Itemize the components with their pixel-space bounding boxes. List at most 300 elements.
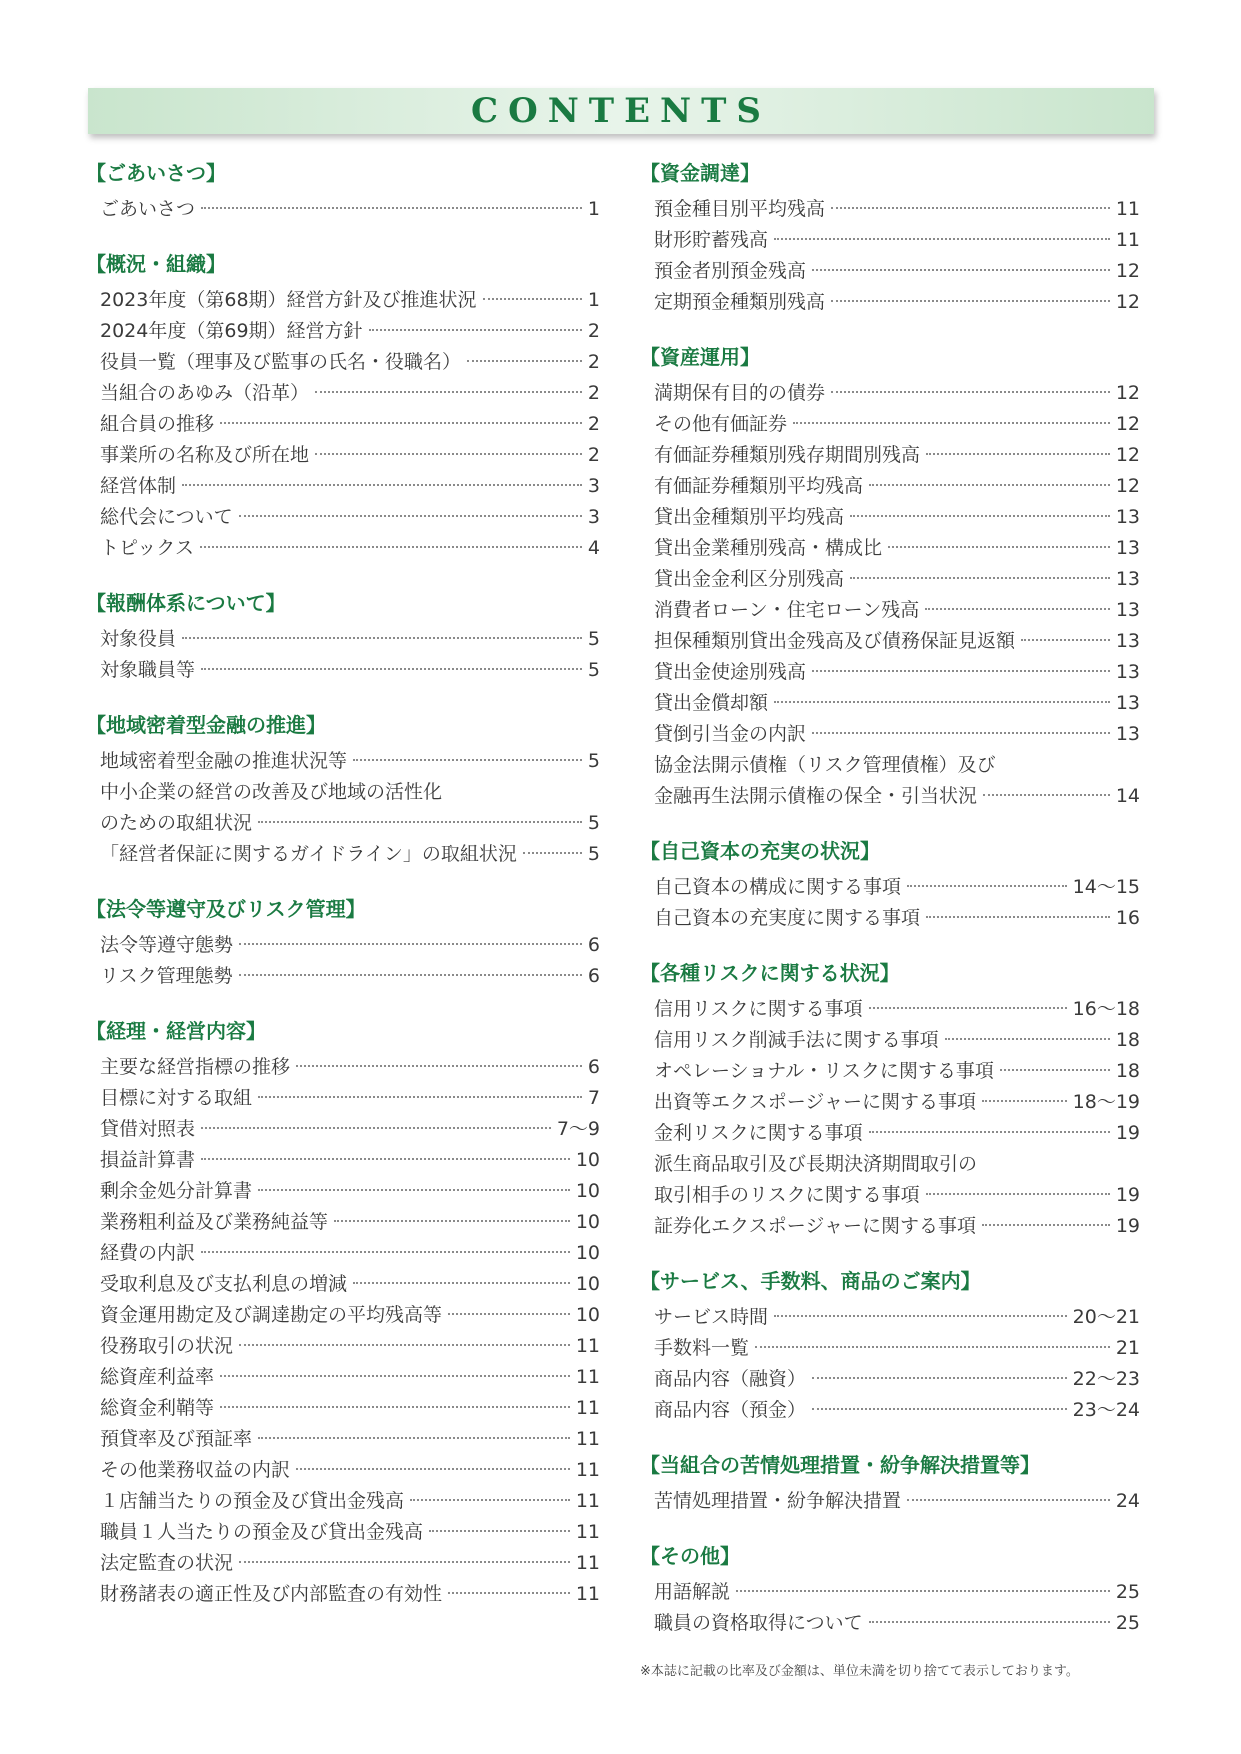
toc-entry[interactable] [86, 930, 600, 961]
toc-entry-label: 総資金利鞘等 [100, 1397, 215, 1419]
toc-entry[interactable] [640, 533, 1140, 564]
dot-leader [220, 422, 582, 424]
dot-leader [869, 1621, 1110, 1623]
toc-entry-label: 商品内容（預金） [654, 1399, 807, 1421]
toc-entry-label: 財務諸表の適正性及び内部監査の有効性 [100, 1583, 443, 1605]
toc-entry[interactable] [640, 750, 1140, 781]
toc-entry-label: 主要な経営指標の推移 [100, 1056, 291, 1078]
toc-entry-page: 13 [1115, 723, 1140, 745]
toc-entry-page: 11 [575, 1459, 600, 1481]
toc-entry[interactable] [86, 347, 600, 378]
toc-entry-label: 役員一覧（理事及び監事の氏名・役職名） [100, 351, 462, 373]
toc-entry[interactable] [640, 1364, 1140, 1395]
toc-entry[interactable] [86, 1331, 600, 1362]
toc-entry-page: 11 [575, 1428, 600, 1450]
toc-entry[interactable] [86, 533, 600, 564]
toc-section [640, 1543, 1140, 1639]
toc-entry-label: 派生商品取引及び長期決済期間取引の [654, 1153, 978, 1175]
toc-entry-label: 貸倒引当金の内訳 [654, 723, 807, 745]
toc-section [640, 1268, 1140, 1426]
section-title: 【資金調達】 [640, 161, 760, 185]
toc-entry-page: 25 [1115, 1581, 1140, 1603]
dot-leader [220, 1406, 570, 1408]
dot-leader [239, 1344, 570, 1346]
toc-entry[interactable] [86, 1269, 600, 1300]
toc-entry-page: 2 [587, 351, 600, 373]
toc-entry-page: 11 [575, 1490, 600, 1512]
dot-leader [926, 1193, 1110, 1195]
section-title: 【自己資本の充実の状況】 [640, 839, 880, 863]
toc-entry-label: サービス時間 [654, 1306, 769, 1328]
toc-entry-page: 11 [575, 1397, 600, 1419]
toc-entry-page: 10 [575, 1211, 600, 1233]
toc-entry-page: 5 [587, 628, 600, 650]
toc-entry-label: 受取利息及び支払利息の増減 [100, 1273, 348, 1295]
toc-entry-page: 5 [587, 812, 600, 834]
dot-leader [258, 1096, 582, 1098]
dot-leader [258, 1437, 570, 1439]
toc-entry[interactable] [640, 903, 1140, 934]
toc-entry-label: 地域密着型金融の推進状況等 [100, 750, 348, 772]
toc-entry[interactable] [86, 378, 600, 409]
toc-entry-label: 満期保有目的の債券 [654, 382, 826, 404]
toc-entry-label: 対象職員等 [100, 659, 196, 681]
toc-entry[interactable] [640, 688, 1140, 719]
toc-entry[interactable] [86, 1579, 600, 1610]
toc-entry-label: 貸出金業種別残高・構成比 [654, 537, 883, 559]
dot-leader [907, 885, 1067, 887]
toc-entry-page: 6 [587, 1056, 600, 1078]
dot-leader [182, 637, 582, 639]
dot-leader [1021, 639, 1110, 641]
toc-entry-page: 24 [1115, 1490, 1140, 1512]
dot-leader [774, 1315, 1067, 1317]
dot-leader [448, 1313, 570, 1315]
toc-entry[interactable] [640, 440, 1140, 471]
toc-entry[interactable] [640, 1486, 1140, 1517]
toc-entry-page: 3 [587, 506, 600, 528]
toc-entry-page: 2 [587, 382, 600, 404]
toc-section [640, 344, 1140, 812]
toc-entry-label: その他有価証券 [654, 413, 788, 435]
toc-entry[interactable] [640, 657, 1140, 688]
toc-entry-page: 16〜18 [1072, 998, 1140, 1020]
contents-banner [88, 88, 1154, 134]
dot-leader [239, 974, 582, 976]
toc-entry-page: 6 [587, 934, 600, 956]
dot-leader [812, 1377, 1067, 1379]
toc-entry-page: 13 [1115, 661, 1140, 683]
toc-entry-page: 10 [575, 1242, 600, 1264]
toc-entry-page: 13 [1115, 506, 1140, 528]
toc-entry[interactable] [86, 1114, 600, 1145]
toc-entry-page: 1 [587, 198, 600, 220]
toc-entry-label: 2023年度（第68期）経営方針及び推進状況 [100, 289, 477, 311]
section-title: 【サービス、手数料、商品のご案内】 [640, 1269, 981, 1293]
toc-entry-label: 苦情処理措置・紛争解決措置 [654, 1490, 902, 1512]
toc-entry-page: 6 [587, 965, 600, 987]
dot-leader [201, 1251, 570, 1253]
toc-entry-label: 職員の資格取得について [654, 1612, 863, 1634]
dot-leader [926, 453, 1110, 455]
toc-entry[interactable] [86, 502, 600, 533]
dot-leader [315, 391, 582, 393]
dot-leader [201, 1127, 551, 1129]
toc-entry-page: 4 [587, 537, 600, 559]
toc-entry[interactable] [86, 1238, 600, 1269]
toc-entry-label: 証券化エクスポージャーに関する事項 [654, 1215, 977, 1237]
toc-entry-label: のための取組状況 [100, 812, 253, 834]
toc-entry[interactable] [640, 409, 1140, 440]
dot-leader [774, 701, 1110, 703]
toc-entry[interactable] [640, 256, 1140, 287]
dot-leader [831, 391, 1110, 393]
dot-leader [869, 484, 1110, 486]
toc-entry-page: 5 [587, 659, 600, 681]
toc-entry[interactable] [86, 1052, 600, 1083]
toc-entry-label: 定期預金種類別残高 [654, 291, 826, 313]
dot-leader [429, 1530, 570, 1532]
toc-entry[interactable] [640, 1087, 1140, 1118]
toc-entry-label: 用語解説 [654, 1581, 731, 1603]
dot-leader [925, 608, 1110, 610]
toc-entry-page: 19 [1115, 1215, 1140, 1237]
dot-leader [182, 484, 582, 486]
section-title: 【各種リスクに関する状況】 [640, 961, 900, 985]
dot-leader [812, 732, 1110, 734]
toc-entry-label: 法令等遵守態勢 [100, 934, 234, 956]
toc-entry-label: 協金法開示債権（リスク管理債権）及び [654, 754, 996, 776]
dot-leader [353, 759, 582, 761]
dot-leader [850, 515, 1110, 517]
toc-entry-label: 当組合のあゆみ（沿革） [100, 382, 310, 404]
toc-entry-label: 商品内容（融資） [654, 1368, 807, 1390]
dot-leader [448, 1592, 570, 1594]
toc-entry[interactable] [86, 409, 600, 440]
toc-entry-label: 剰余金処分計算書 [100, 1180, 253, 1202]
dot-leader [888, 546, 1110, 548]
toc-entry[interactable] [86, 194, 600, 225]
section-title: 【概況・組織】 [86, 252, 226, 276]
toc-entry-page: 23〜24 [1072, 1399, 1140, 1421]
toc-section [640, 960, 1140, 1242]
toc-entry[interactable] [86, 316, 600, 347]
toc-entry-label: 消費者ローン・住宅ローン残高 [654, 599, 920, 621]
toc-entry-label: 財形貯蓄残高 [654, 229, 769, 251]
toc-entry[interactable] [86, 285, 600, 316]
toc-entry-page: 10 [575, 1304, 600, 1326]
toc-entry-page: 14〜15 [1072, 876, 1140, 898]
toc-entry[interactable] [640, 626, 1140, 657]
toc-entry-page: 10 [575, 1180, 600, 1202]
dot-leader [200, 546, 582, 548]
toc-entry-label: 役務取引の状況 [100, 1335, 234, 1357]
toc-section [86, 590, 600, 686]
toc-entry-page: 10 [575, 1273, 600, 1295]
toc-entry[interactable] [640, 564, 1140, 595]
toc-entry[interactable] [640, 1025, 1140, 1056]
toc-entry-label: 貸出金金利区分別残高 [654, 568, 845, 590]
dot-leader [201, 207, 582, 209]
toc-entry[interactable] [640, 1333, 1140, 1364]
toc-entry-page: 13 [1115, 537, 1140, 559]
section-title: 【報酬体系について】 [86, 591, 286, 615]
dot-leader [239, 515, 582, 517]
section-title: 【ごあいさつ】 [86, 161, 226, 185]
toc-entry[interactable] [640, 1149, 1140, 1180]
toc-entry-label: 有価証券種類別残存期間別残高 [654, 444, 921, 466]
toc-entry-page: 2 [587, 320, 600, 342]
toc-entry-page: 19 [1115, 1184, 1140, 1206]
toc-entry-page: 12 [1115, 444, 1140, 466]
dot-leader [296, 1065, 582, 1067]
toc-entry[interactable] [86, 1548, 600, 1579]
toc-entry[interactable] [86, 777, 600, 808]
toc-section [86, 896, 600, 992]
toc-entry-label: 預金種目別平均残高 [654, 198, 826, 220]
toc-entry-page: 16 [1115, 907, 1140, 929]
toc-entry-label: 貸出金償却額 [654, 692, 769, 714]
left-column [86, 160, 600, 1636]
toc-entry-label: トピックス [100, 537, 195, 559]
toc-entry[interactable] [86, 1145, 600, 1176]
toc-entry[interactable] [640, 1577, 1140, 1608]
dot-leader [483, 298, 582, 300]
dot-leader [793, 422, 1110, 424]
toc-entry-label: 「経営者保証に関するガイドライン」の取組状況 [100, 843, 517, 865]
toc-entry[interactable] [86, 1362, 600, 1393]
toc-entry-label: 業務粗利益及び業務純益等 [100, 1211, 329, 1233]
toc-entry-label: 中小企業の経営の改善及び地域の活性化 [100, 781, 443, 803]
dot-leader [869, 1131, 1110, 1133]
toc-entry[interactable] [86, 839, 600, 870]
toc-entry-page: 5 [587, 750, 600, 772]
toc-entry-page: 20〜21 [1072, 1306, 1140, 1328]
toc-entry-page: 12 [1115, 260, 1140, 282]
toc-entry[interactable] [640, 225, 1140, 256]
toc-entry[interactable] [86, 1207, 600, 1238]
toc-entry-page: 1 [587, 289, 600, 311]
dot-leader [831, 207, 1110, 209]
toc-entry-label: 信用リスクに関する事項 [654, 998, 863, 1020]
page-title: CONTENTS [471, 91, 771, 131]
toc-entry-label: 預金者別預金残高 [654, 260, 807, 282]
section-title: 【法令等遵守及びリスク管理】 [86, 897, 366, 921]
section-title: 【経理・経営内容】 [86, 1019, 266, 1043]
toc-entry-label: 法定監査の状況 [100, 1552, 234, 1574]
toc-entry-label: 経費の内訳 [100, 1242, 196, 1264]
toc-section [86, 160, 600, 225]
toc-entry[interactable] [86, 1517, 600, 1548]
toc-entry-page: 14 [1115, 785, 1140, 807]
toc-entry[interactable] [640, 1118, 1140, 1149]
dot-leader [1000, 1069, 1110, 1071]
toc-entry[interactable] [86, 655, 600, 686]
toc-entry-page: 2 [587, 413, 600, 435]
section-title: 【地域密着型金融の推進】 [86, 713, 326, 737]
toc-entry-label: 自己資本の構成に関する事項 [654, 876, 902, 898]
toc-entry-page: 13 [1115, 630, 1140, 652]
dot-leader [467, 360, 582, 362]
toc-entry-label: 総代会について [100, 506, 233, 528]
toc-entry-page: 7 [587, 1087, 600, 1109]
toc-entry[interactable] [640, 994, 1140, 1025]
dot-leader [410, 1499, 570, 1501]
toc-section [640, 1452, 1140, 1517]
dot-leader [812, 670, 1110, 672]
toc-entry[interactable] [86, 440, 600, 471]
toc-entry-page: 11 [575, 1583, 600, 1605]
toc-entry[interactable] [86, 1486, 600, 1517]
toc-entry[interactable] [86, 1424, 600, 1455]
toc-entry-label: その他業務収益の内訳 [100, 1459, 291, 1481]
dot-leader [736, 1590, 1110, 1592]
toc-entry[interactable] [86, 746, 600, 777]
toc-entry-page: 11 [575, 1552, 600, 1574]
toc-entry-label: オペレーショナル・リスクに関する事項 [654, 1060, 994, 1082]
toc-entry-page: 12 [1115, 382, 1140, 404]
dot-leader [258, 1189, 570, 1191]
toc-entry-page: 12 [1115, 413, 1140, 435]
toc-entry[interactable] [640, 872, 1140, 903]
dot-leader [812, 269, 1110, 271]
dot-leader [334, 1220, 570, 1222]
toc-entry-page: 11 [575, 1335, 600, 1357]
toc-entry-label: 貸借対照表 [100, 1118, 196, 1140]
toc-entry-page: 22〜23 [1072, 1368, 1140, 1390]
toc-entry[interactable] [86, 1300, 600, 1331]
toc-entry[interactable] [640, 781, 1140, 812]
toc-entry[interactable] [640, 1211, 1140, 1242]
toc-entry-label: 対象役員 [100, 628, 177, 650]
toc-entry[interactable] [86, 1455, 600, 1486]
toc-entry[interactable] [86, 624, 600, 655]
toc-entry-label: 出資等エクスポージャーに関する事項 [654, 1091, 977, 1113]
toc-entry[interactable] [86, 1176, 600, 1207]
dot-leader [831, 300, 1110, 302]
toc-entry-label: 有価証券種類別平均残高 [654, 475, 864, 497]
toc-entry-label: 自己資本の充実度に関する事項 [654, 907, 921, 929]
dot-leader [220, 1375, 570, 1377]
section-title: 【その他】 [640, 1544, 740, 1568]
toc-entry-label: 信用リスク削減手法に関する事項 [654, 1029, 939, 1051]
toc-entry[interactable] [640, 378, 1140, 409]
toc-section [86, 251, 600, 564]
toc-entry-label: 損益計算書 [100, 1149, 196, 1171]
dot-leader [850, 577, 1110, 579]
toc-entry-page: 18 [1115, 1060, 1140, 1082]
toc-entry[interactable] [86, 471, 600, 502]
dot-leader [774, 238, 1110, 240]
toc-entry-page: 11 [1115, 198, 1140, 220]
footnote: ※本誌に記載の比率及び金額は、単位未満を切り捨てて表示しております。 [640, 1664, 1079, 1679]
toc-entry-label: １店舗当たりの預金及び貸出金残高 [100, 1490, 405, 1512]
dot-leader [812, 1408, 1067, 1410]
dot-leader [201, 668, 582, 670]
section-title: 【資産運用】 [640, 345, 760, 369]
toc-entry-label: 貸出金種類別平均残高 [654, 506, 845, 528]
dot-leader [239, 1561, 570, 1563]
toc-entry[interactable] [640, 1302, 1140, 1333]
toc-entry-page: 3 [587, 475, 600, 497]
toc-entry[interactable] [640, 502, 1140, 533]
toc-section [640, 160, 1140, 318]
toc-entry[interactable] [640, 1180, 1140, 1211]
toc-entry-label: 経営体制 [100, 475, 177, 497]
dot-leader [926, 916, 1110, 918]
toc-entry-label: 組合員の推移 [100, 413, 215, 435]
toc-entry-page: 2 [587, 444, 600, 466]
dot-leader [982, 1224, 1110, 1226]
toc-entry-page: 13 [1115, 568, 1140, 590]
toc-entry-page: 11 [575, 1366, 600, 1388]
toc-entry-label: リスク管理態勢 [100, 965, 233, 987]
toc-entry[interactable] [86, 1083, 600, 1114]
toc-entry-label: 職員１人当たりの預金及び貸出金残高 [100, 1521, 424, 1543]
toc-entry[interactable] [640, 595, 1140, 626]
toc-entry-label: 金融再生法開示債権の保全・引当状況 [654, 785, 978, 807]
toc-entry[interactable] [640, 719, 1140, 750]
dot-leader [907, 1499, 1110, 1501]
dot-leader [201, 1158, 570, 1160]
toc-entry-page: 10 [575, 1149, 600, 1171]
toc-entry-label: 担保種類別貸出金残高及び債務保証見返額 [654, 630, 1016, 652]
toc-entry-label: 貸出金使途別残高 [654, 661, 807, 683]
toc-entry[interactable] [86, 808, 600, 839]
toc-entry-page: 18 [1115, 1029, 1140, 1051]
dot-leader [353, 1282, 570, 1284]
toc-entry-label: 総資産利益率 [100, 1366, 215, 1388]
toc-entry-label: 預貸率及び預証率 [100, 1428, 253, 1450]
dot-leader [315, 453, 582, 455]
toc-entry-page: 12 [1115, 291, 1140, 313]
toc-section [86, 1018, 600, 1610]
toc-entry[interactable] [640, 1056, 1140, 1087]
toc-entry-label: 目標に対する取組 [100, 1087, 253, 1109]
toc-entry[interactable] [640, 194, 1140, 225]
dot-leader [296, 1468, 570, 1470]
right-column [640, 160, 1140, 1665]
dot-leader [755, 1346, 1110, 1348]
dot-leader [258, 821, 582, 823]
toc-entry-label: 金利リスクに関する事項 [654, 1122, 863, 1144]
toc-entry-page: 25 [1115, 1612, 1140, 1634]
toc-entry-page: 5 [587, 843, 600, 865]
toc-entry-label: 2024年度（第69期）経営方針 [100, 320, 363, 342]
section-title: 【当組合の苦情処理措置・紛争解決措置等】 [640, 1453, 1040, 1477]
toc-entry-label: ごあいさつ [100, 198, 196, 220]
toc-entry-page: 13 [1115, 692, 1140, 714]
dot-leader [369, 329, 582, 331]
toc-entry-page: 11 [575, 1521, 600, 1543]
toc-entry[interactable] [86, 961, 600, 992]
toc-entry-label: 手数料一覧 [654, 1337, 750, 1359]
toc-entry[interactable] [86, 1393, 600, 1424]
toc-entry[interactable] [640, 287, 1140, 318]
toc-section [86, 712, 600, 870]
dot-leader [869, 1007, 1067, 1009]
dot-leader [982, 1100, 1067, 1102]
toc-entry-label: 資金運用勘定及び調達勘定の平均残高等 [100, 1304, 443, 1326]
toc-entry[interactable] [640, 471, 1140, 502]
toc-entry-page: 13 [1115, 599, 1140, 621]
toc-entry-page: 11 [1115, 229, 1140, 251]
dot-leader [523, 852, 582, 854]
dot-leader [945, 1038, 1110, 1040]
toc-entry[interactable] [640, 1608, 1140, 1639]
toc-entry-page: 19 [1115, 1122, 1140, 1144]
toc-entry[interactable] [640, 1395, 1140, 1426]
